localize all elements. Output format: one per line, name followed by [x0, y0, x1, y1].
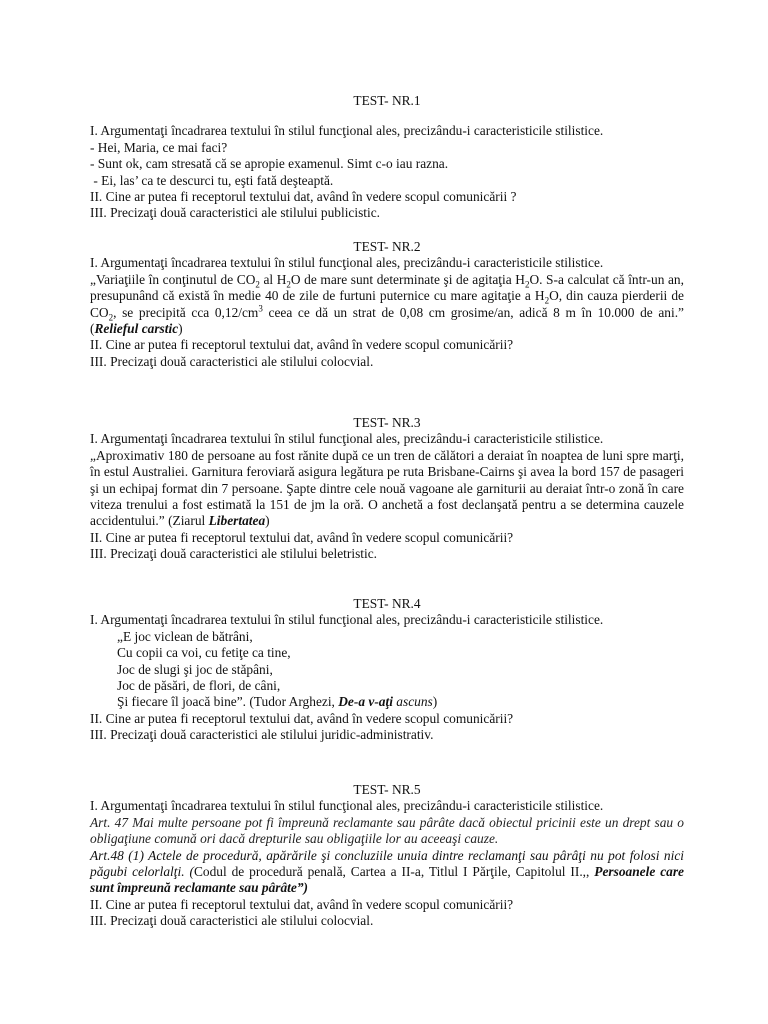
- article-47: Art. 47 Mai multe persoane pot fi împreună reclamante sau pârâte dacă obiectul pricinii este un drept sau o obligaţiune comună ori dacă drepturile sau obligaţiile lor au aceeaşi cauze.: [90, 814, 684, 847]
- test-3-question-3: III. Precizaţi două caracteristici ale stilului beletristic.: [90, 546, 378, 562]
- test-1-question-2: II. Cine ar putea fi receptorul textului dat, având în vedere scopul comunicării ?: [90, 189, 517, 205]
- test-1-section: [90, 93, 684, 222]
- poem-line: Joc de slugi şi joc de stăpâni,: [117, 661, 273, 677]
- test-4-source: De-a v-aţi: [338, 694, 397, 710]
- test-3-source: Libertatea: [208, 513, 266, 529]
- test-5-title: TEST- NR.5: [353, 782, 421, 797]
- test-3-text: „Aproximativ 180 de persoane au fost rănite după ce un tren de călători a deraiat în noaptea de luni spre marţi, în estul Australiei. Garnitura feroviară asigura legătura pe ruta Brisbane-Cairns şi avea la bord 157 de pasageri şi un echipaj format din 7 persoane. Şapte dintre cele nouă vagoane ale garniturii au deraiat într-o zonă în care viteza trenului a fost estimată la 151 de jm la oră. O anchetă a fost declanşată pentru a se determina cauzele accidentului.” (Ziarul Libertatea): [90, 447, 684, 529]
- poem-line: Şi fiecare îl joacă bine”. (Tudor Arghezi, De-a v-aţi ascuns): [117, 694, 438, 710]
- test-4-question-1: I. Argumentaţi încadrarea textului în stilul funcţional ales, precizându-i caracteristicile stilistice.: [90, 612, 604, 628]
- test-4-question-2: II. Cine ar putea fi receptorul textului dat, având în vedere scopul comunicării?: [90, 710, 514, 726]
- test-2-title: TEST- NR.2: [353, 239, 421, 254]
- poem-line: Joc de păsări, de flori, de câni,: [117, 678, 281, 694]
- poem-line: „E joc viclean de bătrâni,: [117, 628, 253, 644]
- article-48: Art.48 (1) Actele de procedură, apărările şi concluziile unuia dintre reclamanţi sau pârâţi nu pot folosi nici păgubi celorlalţi. (Codul de procedură penală, Cartea a II-a, Titlul I Părţile, Capitolul II.,, Persoanele care sunt împreună reclamante sau pârâte”): [90, 847, 684, 896]
- test-1-title: TEST- NR.1: [353, 93, 421, 108]
- test-1-question-1: I. Argumentaţi încadrarea textului în stilul funcţional ales, precizându-i caracteristicile stilistice.: [90, 123, 604, 139]
- test-4-section: [90, 596, 684, 744]
- dialogue-line: - Ei, las’ ca te descurci tu, eşti fată deşteaptă.: [90, 172, 334, 188]
- test-3-title: TEST- NR.3: [353, 415, 421, 430]
- test-5-question-2: II. Cine ar putea fi receptorul textului dat, având în vedere scopul comunicării?: [90, 896, 514, 912]
- test-5-source: Persoanele care sunt împreună reclamante sau pârâte”): [90, 864, 684, 896]
- test-2-question-1: I. Argumentaţi încadrarea textului în stilul funcţional ales, precizându-i caracteristicile stilistice.: [90, 255, 604, 271]
- test-3-question-2: II. Cine ar putea fi receptorul textului dat, având în vedere scopul comunicării?: [90, 529, 514, 545]
- test-2-question-3: III. Precizaţi două caracteristici ale stilului colocvial.: [90, 353, 374, 369]
- test-3-section: [90, 415, 684, 563]
- dialogue-line: - Hei, Maria, ce mai faci?: [90, 139, 228, 155]
- test-5-section: [90, 782, 684, 930]
- test-2-source: Relieful carstic: [94, 321, 179, 337]
- test-4-question-3: III. Precizaţi două caracteristici ale stilului juridic-administrativ.: [90, 727, 434, 743]
- dialogue-line: - Sunt ok, cam stresată că se apropie examenul. Simt c-o iau razna.: [90, 156, 449, 172]
- test-1-question-3: III. Precizaţi două caracteristici ale stilului publicistic.: [90, 205, 381, 221]
- test-3-question-1: I. Argumentaţi încadrarea textului în stilul funcţional ales, precizându-i caracteristicile stilistice.: [90, 431, 604, 447]
- test-4-title: TEST- NR.4: [353, 596, 421, 611]
- test-2-section: [90, 239, 684, 370]
- test-5-question-1: I. Argumentaţi încadrarea textului în stilul funcţional ales, precizându-i caracteristicile stilistice.: [90, 798, 604, 814]
- test-2-text: „Variaţiile în conţinutul de $CO_2$ al $H_2O$ de mare sunt determinate şi de agitaţia $H_2O$. S-a calculat că într-un an, presupunând că există în medie 40 de zile de furtuni puternice cu mare agitaţie a $H_2O$, din cauza pierderii de $CO_2$, se precipită cca $0,12/cm^3$ ceea ce dă un strat de 0,08 cm grosime/an, adică 8 m în 10.000 de ani.” (Relieful carstic): [90, 271, 684, 337]
- test-2-question-2: II. Cine ar putea fi receptorul textului dat, având în vedere scopul comunicării?: [90, 337, 514, 353]
- poem-line: Cu copii ca voi, cu fetiţe ca tine,: [117, 645, 291, 661]
- test-5-question-3: III. Precizaţi două caracteristici ale stilului colocvial.: [90, 913, 374, 929]
